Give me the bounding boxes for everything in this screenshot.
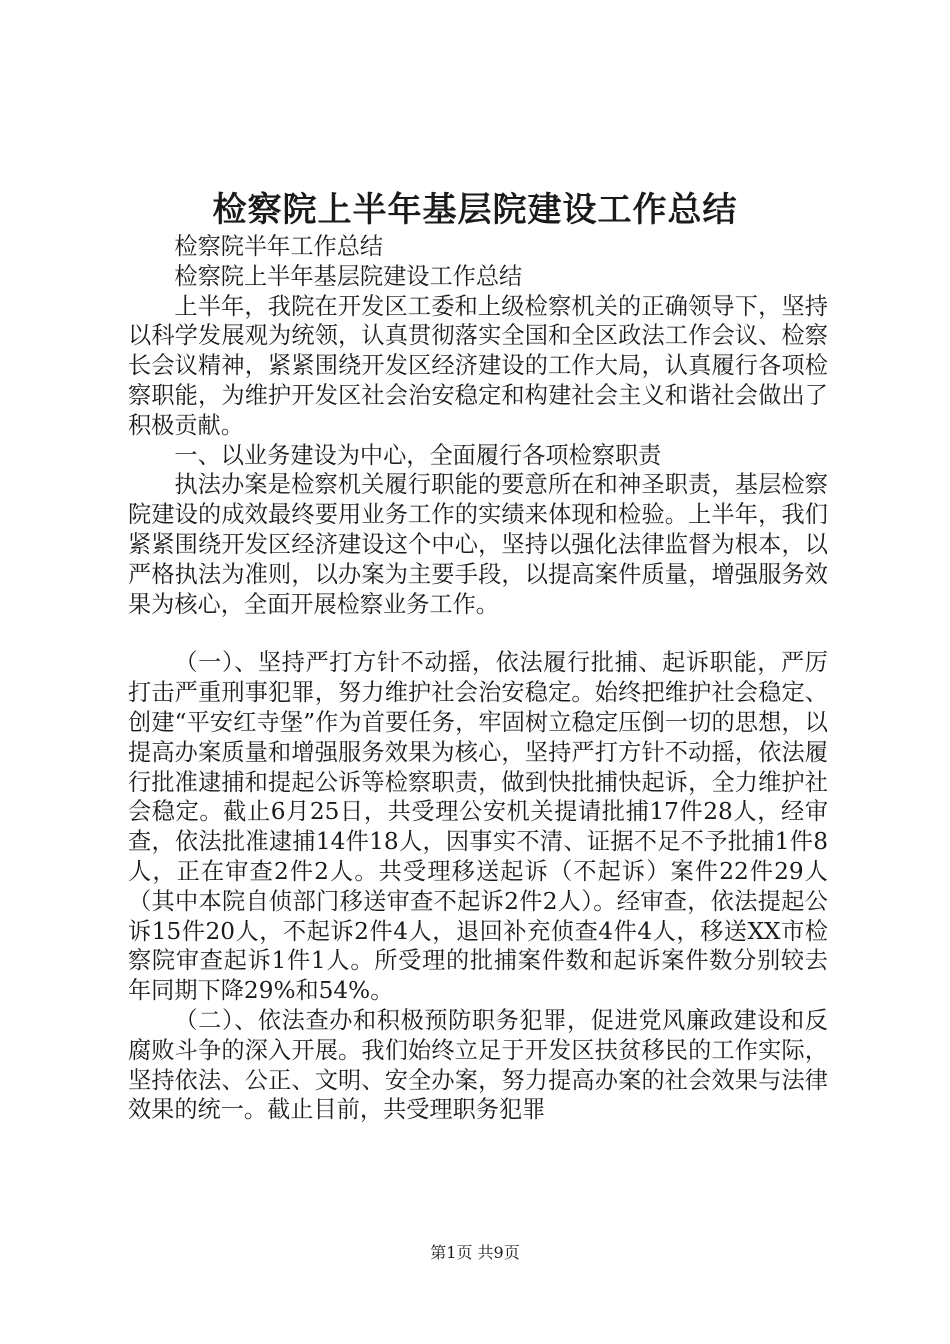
document-body	[128, 232, 828, 1125]
section-heading-1: 一、以业务建设为中心，全面履行各项检察职责	[174, 441, 662, 469]
page-footer: 第1页 共9页	[430, 1243, 520, 1262]
paragraph-subsection-2: （二）、依法查办和积极预防职务犯罪，促进党风廉政建设和反腐败斗争的深入开展。我们始终立足于开发区扶贫移民的工作实际，坚持依法、公正、文明、安全办案，努力提高办案的社会效果与法律效果的统一。截止目前，共受理职务犯罪	[128, 1006, 828, 1124]
paragraph-intro: 上半年，我院在开发区工委和上级检察机关的正确领导下，坚持以科学发展观为统领，认真贯彻落实全国和全区政法工作会议、检察长会议精神，紧紧围绕开发区经济建设的工作大局，认真履行各项检察职能，为维护开发区社会治安稳定和构建社会主义和谐社会做出了积极贡献。	[128, 292, 828, 439]
paragraph-subtitle-2: 检察院上半年基层院建设工作总结	[174, 262, 523, 290]
paragraph-subtitle-1: 检察院半年工作总结	[174, 233, 384, 260]
document-title: 检察院上半年基层院建设工作总结	[212, 190, 738, 230]
paragraph-subsection-1: （一）、坚持严打方针不动摇，依法履行批捕、起诉职能，严厉打击严重刑事犯罪，努力维护社会治安稳定。始终把维护社会稳定、创建“平安红寺堡”作为首要任务，牢固树立稳定压倒一切的思想，以提高办案质量和增强服务效果为核心，坚持严打方针不动摇，依法履行批准逮捕和提起公诉等检察职责，做到快批捕快起诉，全力维护社会稳定。截止6月25日，共受理公安机关提请批捕17件28人，经审查，依法批准逮捕14件18人，因事实不清、证据不足不予批捕1件8人，正在审查2件2人。共受理移送起诉（不起诉）案件22件29人（其中本院自侦部门移送审查不起诉2件2人）。经审查，依法提起公诉15件20人，不起诉2件4人，退回补充侦查4件4人，移送XX市检察院审查起诉1件1人。所受理的批捕案件数和起诉案件数分别较去年同期下降29%和54%。	[128, 649, 828, 1005]
paragraph-section-1: 执法办案是检察机关履行职能的要意所在和神圣职责，基层检察院建设的成效最终要用业务工作的实绩来体现和检验。上半年，我们紧紧围绕开发区经济建设这个中心，坚持以强化法律监督为根本，以严格执法为准则，以办案为主要手段，以提高案件质量，增强服务效果为核心，全面开展检察业务工作。	[128, 471, 828, 618]
